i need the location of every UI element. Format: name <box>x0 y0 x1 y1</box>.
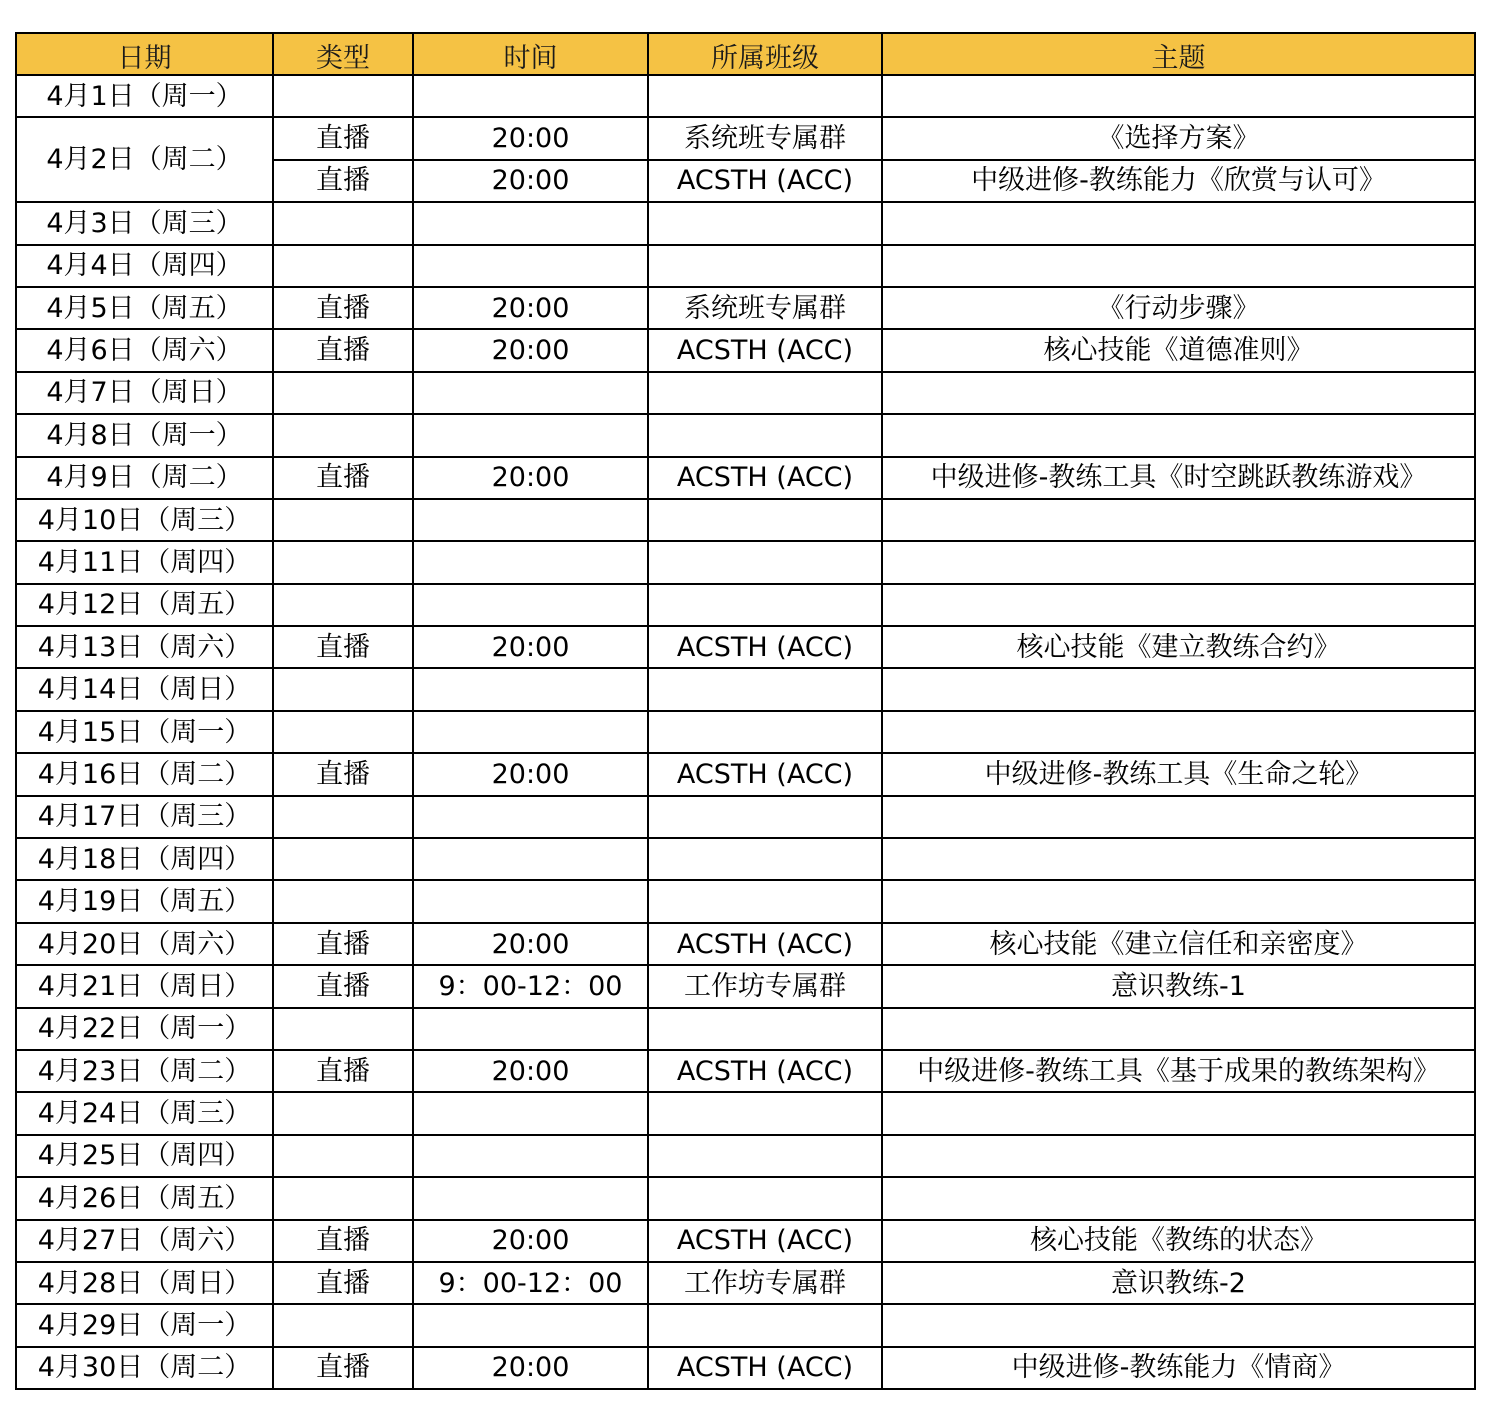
table-row <box>16 1220 1475 1262</box>
time-cell <box>413 541 648 583</box>
table-row <box>16 753 1475 795</box>
time-cell: 20:00 <box>413 457 648 499</box>
table-row <box>16 329 1475 371</box>
time-cell: 9：00-12：00 <box>413 1262 648 1304</box>
theme-cell <box>882 1008 1475 1050</box>
date-cell: 4月24日（周三） <box>16 1092 273 1134</box>
date-cell: 4月30日（周二） <box>16 1347 273 1389</box>
type-cell: 直播 <box>273 117 413 159</box>
type-cell: 直播 <box>273 1050 413 1092</box>
time-cell <box>413 245 648 287</box>
time-cell: 20:00 <box>413 753 648 795</box>
class-cell: ACSTH (ACC) <box>648 1220 882 1262</box>
table-row <box>16 1262 1475 1304</box>
theme-cell: 核心技能《教练的状态》 <box>882 1220 1475 1262</box>
header-row <box>16 33 1475 75</box>
table-row <box>16 499 1475 541</box>
type-cell: 直播 <box>273 753 413 795</box>
table-row <box>16 1008 1475 1050</box>
time-cell: 20:00 <box>413 1347 648 1389</box>
date-cell: 4月20日（周六） <box>16 923 273 965</box>
type-cell <box>273 1304 413 1346</box>
theme-cell <box>882 541 1475 583</box>
date-cell: 4月10日（周三） <box>16 499 273 541</box>
class-cell: ACSTH (ACC) <box>648 329 882 371</box>
time-cell <box>413 1008 648 1050</box>
class-cell <box>648 711 882 753</box>
type-cell <box>273 202 413 244</box>
type-cell: 直播 <box>273 965 413 1007</box>
table-row <box>16 1050 1475 1092</box>
theme-cell: 《选择方案》 <box>882 117 1475 159</box>
class-cell: ACSTH (ACC) <box>648 160 882 202</box>
class-cell: 工作坊专属群 <box>648 1262 882 1304</box>
time-cell: 20:00 <box>413 923 648 965</box>
type-cell <box>273 75 413 117</box>
type-cell: 直播 <box>273 1220 413 1262</box>
type-cell <box>273 1092 413 1134</box>
type-cell <box>273 1177 413 1219</box>
time-cell: 20:00 <box>413 626 648 668</box>
header-class: 所属班级 <box>648 33 882 75</box>
theme-cell <box>882 838 1475 880</box>
type-cell <box>273 499 413 541</box>
time-cell: 20:00 <box>413 329 648 371</box>
table-row <box>16 838 1475 880</box>
date-cell: 4月13日（周六） <box>16 626 273 668</box>
class-cell: ACSTH (ACC) <box>648 626 882 668</box>
date-cell: 4月22日（周一） <box>16 1008 273 1050</box>
class-cell <box>648 499 882 541</box>
class-cell: 工作坊专属群 <box>648 965 882 1007</box>
type-cell <box>273 584 413 626</box>
type-cell <box>273 1135 413 1177</box>
class-cell <box>648 796 882 838</box>
class-cell: 系统班专属群 <box>648 117 882 159</box>
type-cell: 直播 <box>273 329 413 371</box>
table-row <box>16 626 1475 668</box>
table-row <box>16 923 1475 965</box>
theme-cell <box>882 414 1475 456</box>
table-row <box>16 414 1475 456</box>
type-cell: 直播 <box>273 287 413 329</box>
date-cell: 4月12日（周五） <box>16 584 273 626</box>
schedule-body <box>16 75 1475 1389</box>
header-time: 时间 <box>413 33 648 75</box>
date-cell: 4月9日（周二） <box>16 457 273 499</box>
class-cell: ACSTH (ACC) <box>648 923 882 965</box>
class-cell <box>648 541 882 583</box>
date-cell: 4月2日（周二） <box>16 117 273 202</box>
theme-cell <box>882 1135 1475 1177</box>
time-cell <box>413 880 648 922</box>
time-cell: 9：00-12：00 <box>413 965 648 1007</box>
class-cell <box>648 245 882 287</box>
table-row <box>16 711 1475 753</box>
class-cell <box>648 1008 882 1050</box>
type-cell: 直播 <box>273 160 413 202</box>
type-cell <box>273 796 413 838</box>
date-cell: 4月16日（周二） <box>16 753 273 795</box>
class-cell <box>648 668 882 710</box>
theme-cell <box>882 245 1475 287</box>
time-cell <box>413 838 648 880</box>
theme-cell: 中级进修-教练工具《生命之轮》 <box>882 753 1475 795</box>
type-cell <box>273 711 413 753</box>
time-cell: 20:00 <box>413 117 648 159</box>
theme-cell <box>882 372 1475 414</box>
table-row <box>16 287 1475 329</box>
table-row <box>16 796 1475 838</box>
table-row <box>16 75 1475 117</box>
date-cell: 4月19日（周五） <box>16 880 273 922</box>
time-cell <box>413 202 648 244</box>
time-cell <box>413 711 648 753</box>
type-cell <box>273 245 413 287</box>
theme-cell <box>882 584 1475 626</box>
time-cell <box>413 372 648 414</box>
type-cell <box>273 1008 413 1050</box>
date-cell: 4月8日（周一） <box>16 414 273 456</box>
theme-cell: 核心技能《建立信任和亲密度》 <box>882 923 1475 965</box>
type-cell: 直播 <box>273 1347 413 1389</box>
theme-cell <box>882 711 1475 753</box>
class-cell <box>648 838 882 880</box>
schedule-table <box>15 32 1476 1390</box>
type-cell: 直播 <box>273 1262 413 1304</box>
type-cell <box>273 668 413 710</box>
theme-cell: 核心技能《道德准则》 <box>882 329 1475 371</box>
type-cell: 直播 <box>273 457 413 499</box>
header-theme: 主题 <box>882 33 1475 75</box>
date-cell: 4月28日（周日） <box>16 1262 273 1304</box>
class-cell <box>648 584 882 626</box>
class-cell <box>648 1135 882 1177</box>
date-cell: 4月7日（周日） <box>16 372 273 414</box>
class-cell <box>648 880 882 922</box>
type-cell <box>273 838 413 880</box>
time-cell <box>413 1304 648 1346</box>
date-cell: 4月29日（周一） <box>16 1304 273 1346</box>
date-cell: 4月1日（周一） <box>16 75 273 117</box>
time-cell: 20:00 <box>413 287 648 329</box>
time-cell <box>413 796 648 838</box>
class-cell: 系统班专属群 <box>648 287 882 329</box>
table-row <box>16 965 1475 1007</box>
table-row <box>16 457 1475 499</box>
time-cell: 20:00 <box>413 1050 648 1092</box>
class-cell <box>648 1304 882 1346</box>
theme-cell: 中级进修-教练工具《时空跳跃教练游戏》 <box>882 457 1475 499</box>
type-cell <box>273 414 413 456</box>
table-row <box>16 202 1475 244</box>
class-cell: ACSTH (ACC) <box>648 1347 882 1389</box>
header-type: 类型 <box>273 33 413 75</box>
class-cell <box>648 1092 882 1134</box>
type-cell: 直播 <box>273 923 413 965</box>
type-cell <box>273 372 413 414</box>
time-cell <box>413 584 648 626</box>
date-cell: 4月14日（周日） <box>16 668 273 710</box>
class-cell: ACSTH (ACC) <box>648 753 882 795</box>
date-cell: 4月11日（周四） <box>16 541 273 583</box>
date-cell: 4月26日（周五） <box>16 1177 273 1219</box>
theme-cell <box>882 202 1475 244</box>
date-cell: 4月18日（周四） <box>16 838 273 880</box>
time-cell <box>413 668 648 710</box>
date-cell: 4月5日（周五） <box>16 287 273 329</box>
date-cell: 4月27日（周六） <box>16 1220 273 1262</box>
table-row <box>16 1092 1475 1134</box>
type-cell: 直播 <box>273 626 413 668</box>
theme-cell <box>882 1092 1475 1134</box>
class-cell <box>648 414 882 456</box>
date-cell: 4月15日（周一） <box>16 711 273 753</box>
class-cell: ACSTH (ACC) <box>648 1050 882 1092</box>
theme-cell <box>882 75 1475 117</box>
class-cell <box>648 1177 882 1219</box>
table-row <box>16 668 1475 710</box>
date-cell: 4月4日（周四） <box>16 245 273 287</box>
table-row <box>16 372 1475 414</box>
table-row <box>16 1304 1475 1346</box>
time-cell <box>413 499 648 541</box>
table-row <box>16 880 1475 922</box>
type-cell <box>273 541 413 583</box>
table-row <box>16 1177 1475 1219</box>
theme-cell: 意识教练-2 <box>882 1262 1475 1304</box>
date-cell: 4月6日（周六） <box>16 329 273 371</box>
date-cell: 4月17日（周三） <box>16 796 273 838</box>
schedule-header <box>16 33 1475 75</box>
time-cell <box>413 1092 648 1134</box>
time-cell <box>413 1135 648 1177</box>
time-cell <box>413 414 648 456</box>
theme-cell: 意识教练-1 <box>882 965 1475 1007</box>
theme-cell <box>882 880 1475 922</box>
class-cell <box>648 202 882 244</box>
theme-cell <box>882 796 1475 838</box>
theme-cell: 《行动步骤》 <box>882 287 1475 329</box>
theme-cell <box>882 1304 1475 1346</box>
table-row <box>16 584 1475 626</box>
table-row <box>16 1347 1475 1389</box>
theme-cell: 核心技能《建立教练合约》 <box>882 626 1475 668</box>
table-row <box>16 541 1475 583</box>
time-cell: 20:00 <box>413 160 648 202</box>
date-cell: 4月23日（周二） <box>16 1050 273 1092</box>
theme-cell <box>882 668 1475 710</box>
class-cell <box>648 75 882 117</box>
theme-cell: 中级进修-教练工具《基于成果的教练架构》 <box>882 1050 1475 1092</box>
time-cell <box>413 1177 648 1219</box>
table-row <box>16 1135 1475 1177</box>
theme-cell: 中级进修-教练能力《情商》 <box>882 1347 1475 1389</box>
date-cell: 4月3日（周三） <box>16 202 273 244</box>
date-cell: 4月25日（周四） <box>16 1135 273 1177</box>
time-cell <box>413 75 648 117</box>
table-row <box>16 245 1475 287</box>
theme-cell: 中级进修-教练能力《欣赏与认可》 <box>882 160 1475 202</box>
type-cell <box>273 880 413 922</box>
class-cell: ACSTH (ACC) <box>648 457 882 499</box>
class-cell <box>648 372 882 414</box>
table-row <box>16 117 1475 159</box>
header-date: 日期 <box>16 33 273 75</box>
theme-cell <box>882 1177 1475 1219</box>
date-cell: 4月21日（周日） <box>16 965 273 1007</box>
time-cell: 20:00 <box>413 1220 648 1262</box>
theme-cell <box>882 499 1475 541</box>
